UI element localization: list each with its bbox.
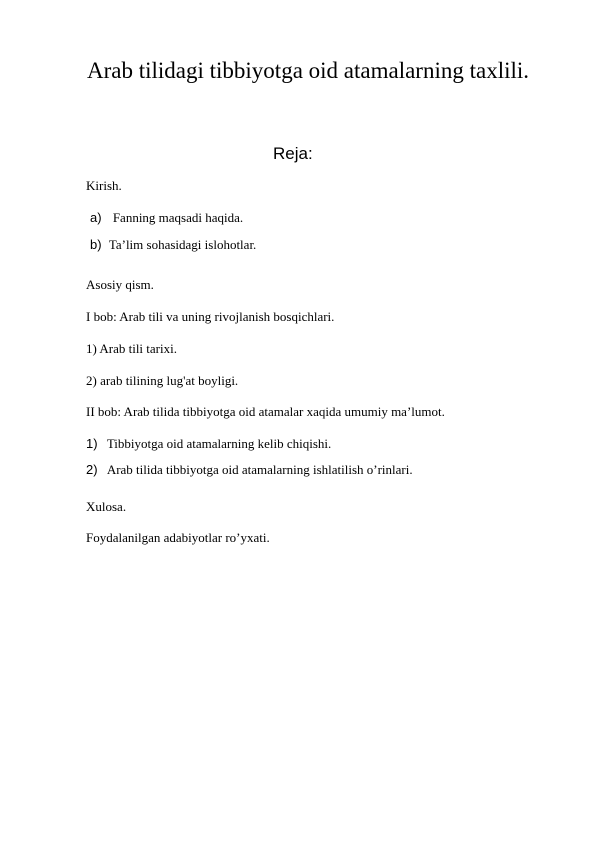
chapter-2-item — [86, 436, 331, 452]
chapter-1-heading: I bob: Arab tili va uning rivojlanish bosqichlari. — [86, 309, 335, 324]
list-marker: 1) — [86, 436, 98, 451]
intro-item-text: Fanning maqsadi haqida. — [112, 210, 244, 225]
document-title: Arab tilidagi tibbiyotga oid atamalarning taxlili. — [87, 58, 530, 83]
intro-item — [90, 237, 256, 253]
references-heading: Foydalanilgan adabiyotlar ro’yxati. — [86, 530, 270, 545]
intro-item — [90, 210, 243, 226]
chapter-2-item — [86, 462, 413, 478]
list-marker: 2) — [86, 462, 98, 477]
plan-heading: Reja: — [273, 144, 313, 163]
chapter-1-item: 1) Arab tili tarixi. — [86, 341, 177, 356]
chapter-1-item: 2) arab tilining lug'at boyligi. — [86, 373, 239, 388]
intro-item-text: Ta’lim sohasidagi islohotlar. — [108, 237, 257, 252]
intro-heading: Kirish. — [86, 178, 122, 193]
chapter-2-item-text: Tibbiyotga oid atamalarning kelib chiqishi. — [106, 436, 332, 451]
list-marker: a) — [90, 210, 102, 225]
chapter-2-item-text: Arab tilida tibbiyotga oid atamalarning ishlatilish o’rinlari. — [106, 462, 413, 477]
conclusion-heading: Xulosa. — [86, 499, 127, 514]
chapter-2-heading: II bob: Arab tilida tibbiyotga oid atamalar xaqida umumiy ma’lumot. — [86, 404, 445, 419]
list-marker: b) — [90, 237, 102, 252]
main-part-heading: Asosiy qism. — [86, 277, 154, 292]
